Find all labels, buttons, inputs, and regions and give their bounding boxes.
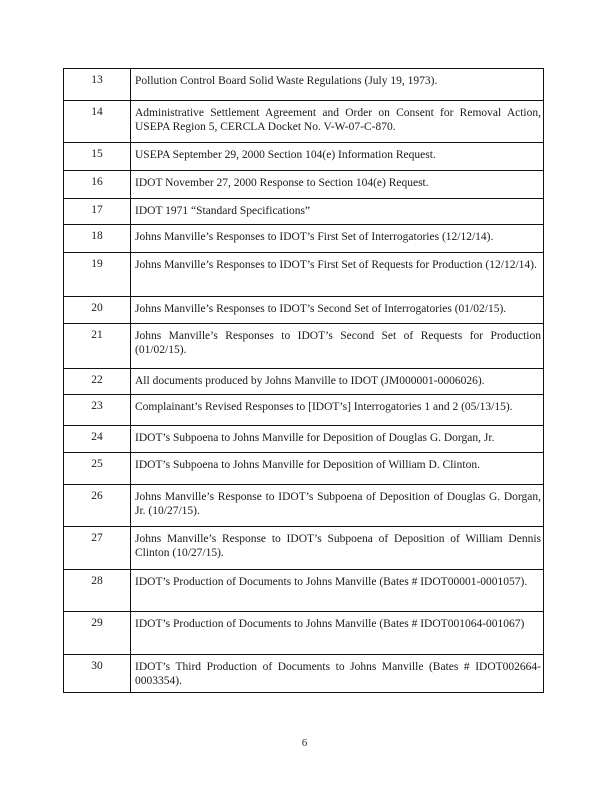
table-row [64, 453, 543, 485]
exhibit-description: All documents produced by Johns Manville to IDOT (JM000001-0006026). [135, 375, 485, 387]
exhibit-number: 20 [64, 297, 131, 323]
exhibit-number: 27 [64, 527, 131, 569]
table-row [64, 395, 543, 426]
table-row [64, 527, 543, 570]
exhibit-description: Johns Manville’s Response to IDOT’s Subpoena of Deposition of William Dennis Clinton (10/27/15). [135, 533, 541, 559]
exhibit-description: IDOT November 27, 2000 Response to Section 104(e) Request. [135, 177, 429, 189]
exhibit-number: 30 [64, 655, 131, 692]
exhibit-table [63, 68, 544, 693]
table-row [64, 570, 543, 612]
exhibit-number: 21 [64, 324, 131, 368]
exhibit-description: Administrative Settlement Agreement and Order on Consent for Removal Action, USEPA Region 5, CERCLA Docket No. V-W-07-C-870. [135, 107, 541, 133]
table-row [64, 171, 543, 199]
table-row [64, 101, 543, 143]
table-row [64, 68, 543, 101]
exhibit-description: IDOT’s Subpoena to Johns Manville for Deposition of Douglas G. Dorgan, Jr. [135, 432, 495, 444]
exhibit-number: 15 [64, 143, 131, 170]
exhibit-description: Johns Manville’s Responses to IDOT’s First Set of Requests for Production (12/12/14). [135, 259, 537, 271]
exhibit-number: 17 [64, 199, 131, 224]
exhibit-description: IDOT’s Third Production of Documents to Johns Manville (Bates # IDOT002664-0003354). [135, 661, 541, 687]
table-row [64, 199, 543, 225]
page-number: 6 [301, 737, 308, 749]
exhibit-description: Pollution Control Board Solid Waste Regulations (July 19, 1973). [135, 75, 438, 87]
exhibit-number: 26 [64, 485, 131, 526]
table-row [64, 253, 543, 297]
table-row [64, 297, 543, 324]
exhibit-number: 16 [64, 171, 131, 198]
exhibit-number: 19 [64, 253, 131, 296]
exhibit-description: Johns Manville’s Responses to IDOT’s Second Set of Interrogatories (01/02/15). [135, 303, 507, 315]
table-row [64, 485, 543, 527]
exhibit-description: Johns Manville’s Response to IDOT’s Subpoena of Deposition of Douglas G. Dorgan, Jr. (10/27/15). [135, 491, 541, 517]
table-row [64, 369, 543, 395]
exhibit-description: IDOT’s Subpoena to Johns Manville for Deposition of William D. Clinton. [135, 459, 480, 471]
exhibit-description: IDOT’s Production of Documents to Johns Manville (Bates # IDOT00001-0001057). [135, 576, 528, 588]
table-row [64, 143, 543, 171]
exhibit-number: 25 [64, 453, 131, 484]
exhibit-number: 18 [64, 225, 131, 252]
exhibit-number: 23 [64, 395, 131, 425]
exhibit-description: Johns Manville’s Responses to IDOT’s First Set of Interrogatories (12/12/14). [135, 231, 494, 243]
table-row [64, 324, 543, 369]
exhibit-number: 24 [64, 426, 131, 452]
exhibit-description: IDOT 1971 “Standard Specifications” [135, 205, 311, 217]
exhibit-description: IDOT’s Production of Documents to Johns Manville (Bates # IDOT001064-001067) [135, 618, 525, 630]
table-row [64, 225, 543, 253]
exhibit-number: 13 [64, 69, 131, 100]
exhibit-description: USEPA September 29, 2000 Section 104(e) Information Request. [135, 149, 436, 161]
exhibit-number: 29 [64, 612, 131, 654]
table-row [64, 612, 543, 655]
exhibit-number: 28 [64, 570, 131, 611]
exhibit-description: Complainant’s Revised Responses to [IDOT’s] Interrogatories 1 and 2 (05/13/15). [135, 401, 513, 413]
exhibit-number: 14 [64, 101, 131, 142]
exhibit-number: 22 [64, 369, 131, 394]
table-row [64, 426, 543, 453]
exhibit-description: Johns Manville’s Responses to IDOT’s Second Set of Requests for Production (01/02/15). [135, 330, 541, 356]
table-row [64, 655, 543, 693]
